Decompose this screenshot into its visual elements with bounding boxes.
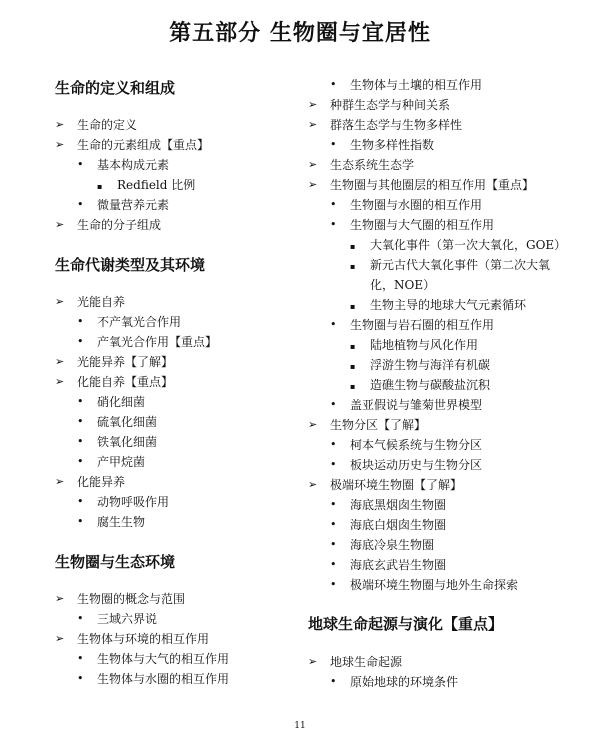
arrow-bullet-icon: ➢ <box>55 138 65 151</box>
arrow-bullet-icon: ➢ <box>308 178 318 191</box>
dot-bullet-icon: • <box>77 415 84 428</box>
square-bullet-icon: ▪ <box>350 262 356 271</box>
dot-bullet-icon: • <box>77 435 84 448</box>
list-item: • 产甲烷菌 <box>77 455 146 469</box>
dot-bullet-icon: • <box>77 495 84 508</box>
list-item: ▪ 浮游生物与海洋有机碳 <box>308 357 490 373</box>
list-item: • 柯本气候系统与生物分区 <box>330 438 483 452</box>
list-item: • 不产氧光合作用 <box>77 315 182 329</box>
list-item: • 生物圈与岩石圈的相互作用 <box>330 318 495 332</box>
arrow-bullet-icon: ➢ <box>55 218 65 231</box>
list-item: • 生物圈与水圈的相互作用 <box>330 198 483 212</box>
list-item: ➢ 极端环境生物圈【了解】 <box>308 478 463 492</box>
list-item: ▪ 新元古代大氧化事件（第二次大氧化，NOE） <box>350 258 551 292</box>
section-title-origin: 地球生命起源与演化【重点】 <box>308 615 504 633</box>
dot-bullet-icon: • <box>330 558 337 571</box>
dot-bullet-icon: • <box>77 335 84 348</box>
list-item: ➢ 光能异养【了解】 <box>55 355 174 369</box>
dot-bullet-icon: • <box>330 318 337 331</box>
list-item: ➢ 生命的定义 <box>55 118 138 132</box>
dot-bullet-icon: • <box>330 78 337 91</box>
square-bullet-icon: ▪ <box>97 182 103 191</box>
list-item: • 海底黑烟囱生物圈 <box>330 498 447 512</box>
list-item: • 铁氧化细菌 <box>77 435 158 449</box>
list-item: ➢ 化能异养 <box>55 475 126 489</box>
list-item: ➢ 群落生态学与生物多样性 <box>308 118 463 132</box>
dot-bullet-icon: • <box>77 395 84 408</box>
section-title-biosphere: 生物圈与生态环境 <box>55 553 176 571</box>
list-item: ➢ 种群生态学与种间关系 <box>308 98 451 112</box>
arrow-bullet-icon: ➢ <box>308 655 318 668</box>
dot-bullet-icon: • <box>330 458 337 471</box>
dot-bullet-icon: • <box>77 158 84 171</box>
list-item: • 微量营养元素 <box>77 198 170 212</box>
square-bullet-icon: ▪ <box>350 362 356 371</box>
list-item: ➢ 生物分区【了解】 <box>308 418 427 432</box>
list-item: ➢ 化能自养【重点】 <box>55 375 174 389</box>
arrow-bullet-icon: ➢ <box>308 478 318 491</box>
dot-bullet-icon: • <box>77 315 84 328</box>
list-item: • 生物圈与大气圈的相互作用 <box>330 218 495 232</box>
arrow-bullet-icon: ➢ <box>55 592 65 605</box>
list-item: • 原始地球的环境条件 <box>330 675 459 689</box>
dot-bullet-icon: • <box>330 218 337 231</box>
arrow-bullet-icon: ➢ <box>308 98 318 111</box>
dot-bullet-icon: • <box>77 515 84 528</box>
page-title: 第五部分 生物圈与宜居性 <box>169 21 431 46</box>
list-item: • 腐生生物 <box>77 515 146 529</box>
list-item: ➢ 生命的元素组成【重点】 <box>55 138 210 152</box>
dot-bullet-icon: • <box>77 455 84 468</box>
arrow-bullet-icon: ➢ <box>308 158 318 171</box>
arrow-bullet-icon: ➢ <box>55 118 65 131</box>
arrow-bullet-icon: ➢ <box>55 475 65 488</box>
list-item: ➢ 生物体与环境的相互作用 <box>55 632 210 646</box>
dot-bullet-icon: • <box>330 538 337 551</box>
dot-bullet-icon: • <box>330 438 337 451</box>
list-item: ▪ 陆地植物与风化作用 <box>308 337 478 353</box>
dot-bullet-icon: • <box>330 578 337 591</box>
arrow-bullet-icon: ➢ <box>55 375 65 388</box>
dot-bullet-icon: • <box>77 198 84 211</box>
list-item: ▪ 大氧化事件（第一次大氧化，GOE） <box>308 237 566 253</box>
list-item: ➢ 生物圈与其他圈层的相互作用【重点】 <box>308 178 535 192</box>
list-item: • 海底玄武岩生物圈 <box>330 558 447 572</box>
list-item: • 盖亚假说与雏菊世界模型 <box>330 398 483 412</box>
square-bullet-icon: ▪ <box>350 382 356 391</box>
list-item: ➢ 生态系统生态学 <box>308 158 415 172</box>
list-item: ➢ 地球生命起源 <box>308 655 403 669</box>
list-item: • 板块运动历史与生物分区 <box>330 458 483 472</box>
dot-bullet-icon: • <box>330 398 337 411</box>
list-item: • 硫氧化细菌 <box>77 415 158 429</box>
list-item: • 三域六界说 <box>77 612 158 626</box>
dot-bullet-icon: • <box>77 672 84 685</box>
list-item: • 产氧光合作用【重点】 <box>77 335 218 349</box>
dot-bullet-icon: • <box>330 198 337 211</box>
list-item: • 海底白烟囱生物圈 <box>330 518 447 532</box>
list-item: • 动物呼吸作用 <box>77 495 170 509</box>
list-item: • 海底冷泉生物圈 <box>330 538 435 552</box>
list-item: • 生物体与土壤的相互作用 <box>330 78 483 92</box>
dot-bullet-icon: • <box>330 498 337 511</box>
section-title-definition: 生命的定义和组成 <box>55 79 176 97</box>
arrow-bullet-icon: ➢ <box>308 118 318 131</box>
square-bullet-icon: ▪ <box>350 242 356 251</box>
list-item: • 生物多样性指数 <box>330 138 435 152</box>
dot-bullet-icon: • <box>330 675 337 688</box>
list-item: • 生物体与大气的相互作用 <box>77 652 230 666</box>
square-bullet-icon: ▪ <box>350 302 356 311</box>
list-item: • 基本构成元素 <box>77 158 170 172</box>
list-item: ▪ 生物主导的地球大气元素循环 <box>308 297 526 313</box>
arrow-bullet-icon: ➢ <box>55 632 65 645</box>
dot-bullet-icon: • <box>330 138 337 151</box>
list-item: ➢ 光能自养 <box>55 295 126 309</box>
list-item: ➢ 生命的分子组成 <box>55 218 162 232</box>
list-item: ▪ Redfield 比例 <box>55 177 195 193</box>
square-bullet-icon: ▪ <box>350 342 356 351</box>
dot-bullet-icon: • <box>330 518 337 531</box>
dot-bullet-icon: • <box>77 652 84 665</box>
list-item: ▪ 造礁生物与碳酸盐沉积 <box>308 377 490 393</box>
dot-bullet-icon: • <box>77 612 84 625</box>
list-item: • 硝化细菌 <box>77 395 146 409</box>
arrow-bullet-icon: ➢ <box>55 355 65 368</box>
arrow-bullet-icon: ➢ <box>308 418 318 431</box>
section-title-metabolism: 生命代谢类型及其环境 <box>55 256 206 274</box>
page-number: 11 <box>294 721 306 731</box>
list-item: ➢ 生物圈的概念与范围 <box>55 592 186 606</box>
list-item: • 生物体与水圈的相互作用 <box>77 672 230 686</box>
list-item: • 极端环境生物圈与地外生命探索 <box>330 578 519 592</box>
arrow-bullet-icon: ➢ <box>55 295 65 308</box>
